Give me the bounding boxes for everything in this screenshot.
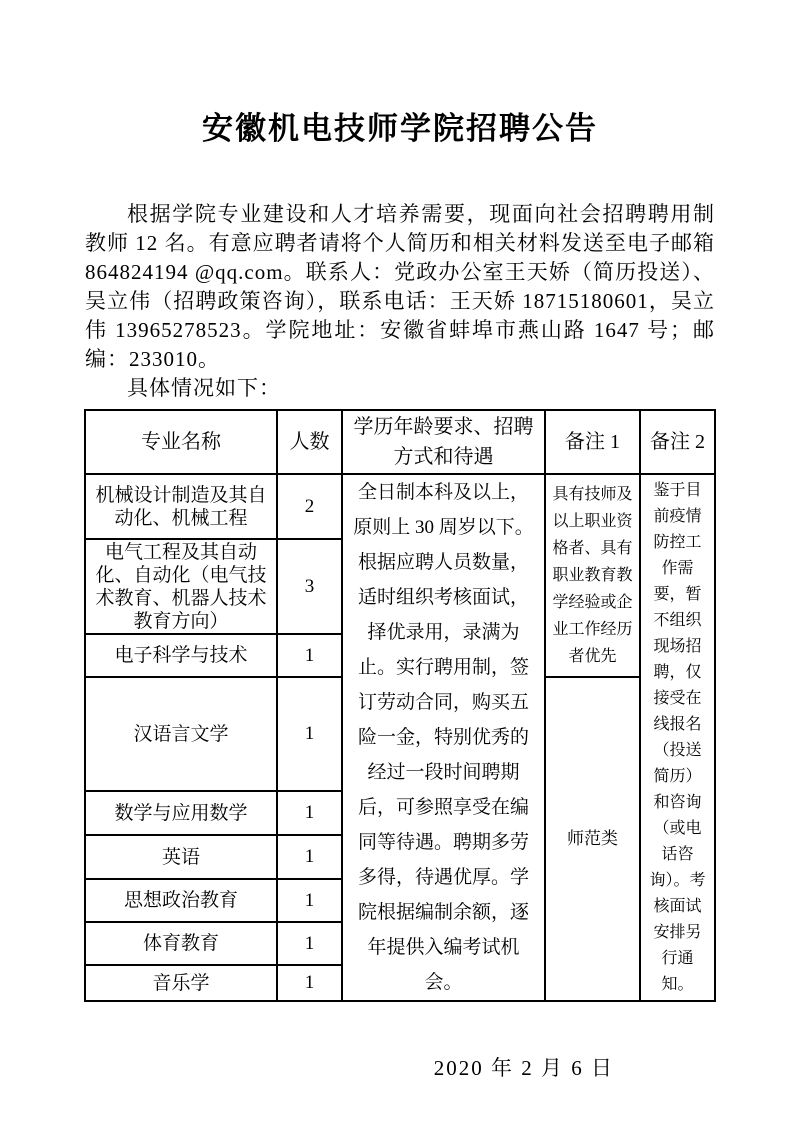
- count-cell: 1: [277, 835, 342, 879]
- major-cell: 汉语言文学: [85, 677, 277, 791]
- major-cell: 音乐学: [85, 965, 277, 1001]
- header-major: 专业名称: [85, 410, 277, 474]
- intro-section: [85, 200, 715, 403]
- header-note2: 备注 2: [640, 410, 715, 474]
- count-cell: 1: [277, 791, 342, 835]
- major-cell: 电子科学与技术: [85, 634, 277, 677]
- major-cell: 电气工程及其自动化、自动化（电气技术教育、机器人技术教育方向）: [85, 539, 277, 634]
- header-requirements: 学历年龄要求、招聘方式和待遇: [342, 410, 545, 474]
- page-title: 安徽机电技师学院招聘公告: [202, 111, 598, 146]
- intro-paragraph: 根据学院专业建设和人才培养需要，现面向社会招聘聘用制教师 12 名。有意应聘者请将个人简历和相关材料发送至电子邮箱 864824194 @qq.com。联系人：党政办公室王天娇（简历投送）、吴立伟（招聘政策咨询），联系电话：王天娇 18715180601，吴立伟 13965278523。学院地址：安徽省蚌埠市燕山路 1647 号；邮编：233010。: [85, 202, 715, 371]
- recruitment-table: [84, 409, 716, 1002]
- major-cell: 机械设计制造及其自动化、机械工程: [85, 474, 277, 539]
- major-cell: 数学与应用数学: [85, 791, 277, 835]
- count-cell: 1: [277, 677, 342, 791]
- count-cell: 3: [277, 539, 342, 634]
- major-cell: 体育教育: [85, 922, 277, 965]
- count-cell: 1: [277, 965, 342, 1001]
- count-cell: 1: [277, 879, 342, 922]
- note1-top-cell: 具有技师及以上职业资格者、具有职业教育教学经验或企业工作经历者优先: [545, 474, 640, 677]
- details-label: 具体情况如下：: [127, 376, 281, 400]
- note2-cell: 鉴于目前疫情防控工作需要，暂不组织现场招聘，仅接受在线报名（投送简历）和咨询（或电话咨询）。考核面试安排另行通知。: [640, 474, 715, 1001]
- count-cell: 2: [277, 474, 342, 539]
- document-date: 2020 年 2 月 6 日: [433, 1056, 614, 1080]
- table-row: [85, 474, 715, 539]
- header-note1: 备注 1: [545, 410, 640, 474]
- major-cell: 英语: [85, 835, 277, 879]
- table-header-row: [85, 410, 715, 474]
- requirements-cell: 全日制本科及以上，原则上 30 周岁以下。根据应聘人员数量，适时组织考核面试，择优录用，录满为止。实行聘用制，签订劳动合同，购买五险一金，特别优秀的经过一段时间聘期后，可参照享受在编同等待遇。聘期多劳多得，待遇优厚。学院根据编制余额，逐年提供入编考试机会。: [342, 474, 545, 1001]
- header-count: 人数: [277, 410, 342, 474]
- count-cell: 1: [277, 634, 342, 677]
- note1-bottom-cell: 师范类: [545, 677, 640, 1001]
- major-cell: 思想政治教育: [85, 879, 277, 922]
- count-cell: 1: [277, 922, 342, 965]
